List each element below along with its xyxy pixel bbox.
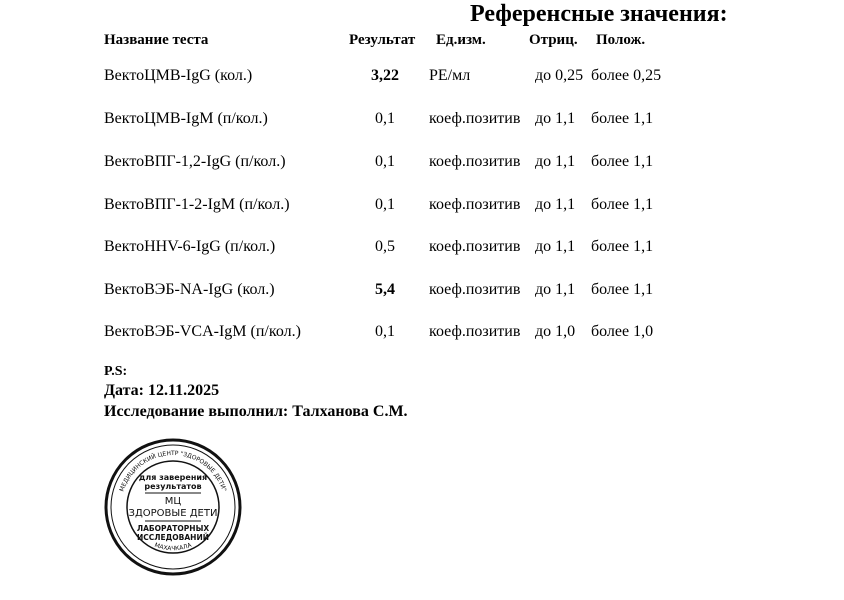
negative-range: до 1,0 (535, 323, 576, 340)
positive-range: более 1,1 (591, 238, 654, 255)
stamp-line-3: МЦ (164, 496, 182, 507)
table-row (0, 323, 844, 347)
test-name: ВектоВЭБ-VCA-IgM (п/кол.) (104, 323, 301, 340)
report-date: Дата: 12.11.2025 (104, 382, 220, 399)
result-value: 5,4 (375, 281, 395, 298)
unit: коеф.позитив (429, 238, 521, 255)
table-row (0, 110, 844, 134)
stamp-line-4: ЗДОРОВЫЕ ДЕТИ (128, 508, 218, 519)
test-name: ВектоЦМВ-IgG (кол.) (104, 67, 253, 84)
performed-by: Исследование выполнил: Талханова С.М. (104, 403, 408, 420)
stamp-line-1: для заверения (138, 473, 208, 482)
col-header-result: Результат (349, 32, 416, 48)
negative-range: до 1,1 (535, 110, 576, 127)
test-name: ВектоВПГ-1-2-IgM (п/кол.) (104, 196, 290, 213)
negative-range: до 1,1 (535, 281, 576, 298)
table-row (0, 196, 844, 220)
result-value: 0,5 (375, 238, 395, 255)
positive-range: более 0,25 (591, 67, 662, 84)
test-name: ВектоВЭБ-NA-IgG (кол.) (104, 281, 275, 298)
test-name: ВектоHHV-6-IgG (п/кол.) (104, 238, 276, 255)
unit: РЕ/мл (429, 67, 471, 84)
table-row (0, 153, 844, 177)
unit: коеф.позитив (429, 196, 521, 213)
stamp-ring-top-text: МЕДИЦИНСКИЙ ЦЕНТР "ЗДОРОВЫЕ ДЕТИ" (118, 449, 228, 493)
stamp-line-2: результатов (144, 482, 202, 491)
unit: коеф.позитив (429, 110, 521, 127)
unit: коеф.позитив (429, 323, 521, 340)
col-header-test-name: Название теста (104, 32, 209, 48)
unit: коеф.позитив (429, 153, 521, 170)
positive-range: более 1,1 (591, 281, 654, 298)
lab-stamp (103, 437, 243, 577)
result-value: 0,1 (375, 110, 395, 127)
ps-label: P.S: (104, 364, 128, 379)
negative-range: до 1,1 (535, 153, 576, 170)
positive-range: более 1,0 (591, 323, 654, 340)
table-row (0, 238, 844, 262)
stamp-line-6: ИССЛЕДОВАНИЙ (136, 533, 210, 542)
test-name: ВектоЦМВ-IgM (п/кол.) (104, 110, 268, 127)
result-value: 3,22 (371, 67, 399, 84)
stamp-line-5: ЛАБОРАТОРНЫХ (136, 524, 210, 533)
col-header-unit: Ед.изм. (436, 32, 486, 48)
table-row (0, 281, 844, 305)
unit: коеф.позитив (429, 281, 521, 298)
negative-range: до 0,25 (535, 67, 584, 84)
negative-range: до 1,1 (535, 196, 576, 213)
positive-range: более 1,1 (591, 153, 654, 170)
positive-range: более 1,1 (591, 196, 654, 213)
result-value: 0,1 (375, 323, 395, 340)
test-name: ВектоВПГ-1,2-IgG (п/кол.) (104, 153, 286, 170)
positive-range: более 1,1 (591, 110, 654, 127)
stamp-ring-bottom-text: МАХАЧКАЛА (153, 541, 193, 553)
col-header-negative: Отриц. (529, 32, 578, 48)
result-value: 0,1 (375, 196, 395, 213)
col-header-positive: Полож. (596, 32, 646, 48)
negative-range: до 1,1 (535, 238, 576, 255)
result-value: 0,1 (375, 153, 395, 170)
reference-values-title: Референсные значения: (470, 1, 728, 27)
table-row (0, 67, 844, 91)
